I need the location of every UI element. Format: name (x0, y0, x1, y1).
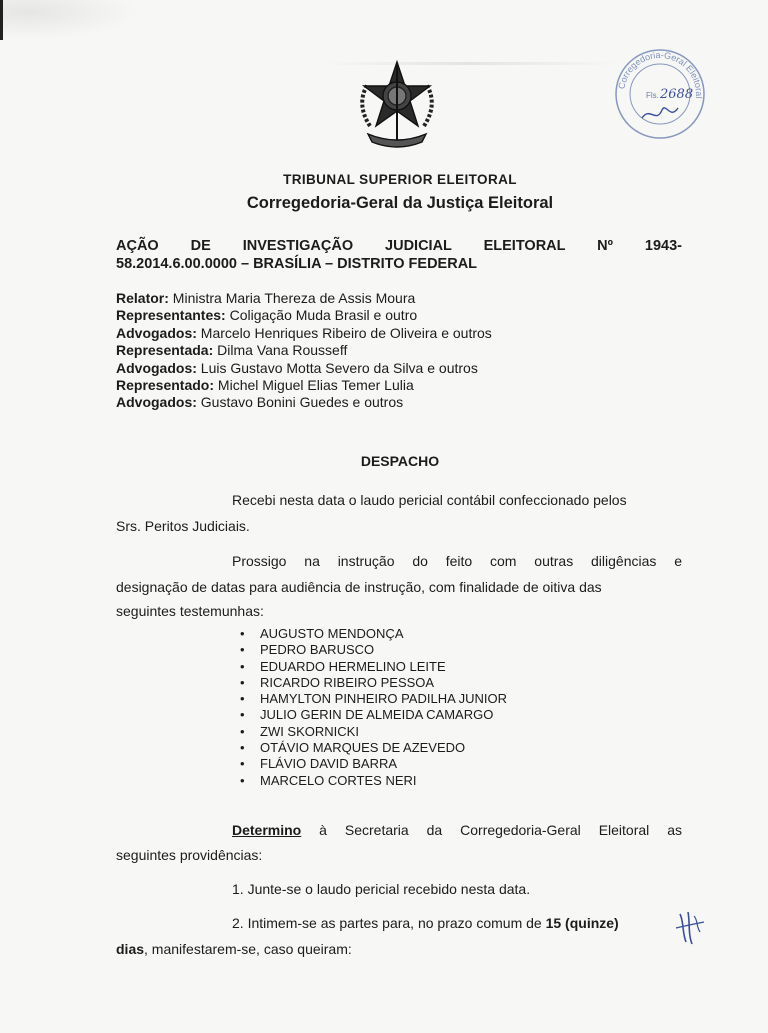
order-item-2-continuation (116, 936, 352, 964)
order-item-2-days: dias (116, 941, 145, 957)
party-name: Marcelo Henriques Ribeiro de Oliveira e outros (200, 324, 492, 341)
court-name: TRIBUNAL SUPERIOR ELEITORAL (283, 172, 517, 187)
paragraph-1-line1: Recebi nesta data o laudo pericial contábil confeccionado pelos (232, 492, 627, 508)
paragraph-2-line3: seguintes testemunhas: (116, 603, 264, 619)
case-word: AÇÃO (116, 238, 159, 254)
case-title-line1 (116, 238, 682, 254)
paragraph-2-line2: designação de datas para audiência de instrução, com finalidade de oitiva das (116, 579, 602, 595)
witness-item: • PEDRO BARUSCO (240, 642, 507, 658)
case-word: DE (190, 238, 211, 254)
party-name: Michel Miguel Elias Temer Lulia (217, 377, 414, 394)
party-role: Relator: (116, 290, 169, 306)
witness-item: • JULIO GERIN DE ALMEIDA CAMARGO (240, 707, 507, 723)
scan-smudge (0, 0, 140, 40)
party-line (116, 377, 492, 394)
court-division: Corregedoria-Geral da Justiça Eleitoral (246, 194, 554, 212)
party-role: Advogados: (116, 359, 197, 376)
party-role: Representada: (116, 342, 214, 359)
parties-block (116, 290, 492, 412)
paragraph-2-line1: Prossigo na instrução do feito com outras diligências e (232, 553, 682, 569)
party-role: Advogados: (116, 324, 197, 341)
witness-item: • HAMYLTON PINHEIRO PADILHA JUNIOR (240, 691, 507, 707)
page-number-stamp (612, 46, 708, 142)
order-item-2 (232, 910, 619, 938)
paragraph-3-line2: seguintes providências: (116, 847, 263, 863)
stamp-page-number: 2688 (660, 87, 694, 102)
paragraph-3-lead: Determino (232, 822, 302, 838)
party-role: Representantes: (116, 307, 226, 324)
party-name: Luis Gustavo Motta Severo da Silva e outros (200, 359, 478, 376)
coat-of-arms-icon (352, 56, 442, 151)
witness-item: • RICARDO RIBEIRO PESSOA (240, 675, 507, 691)
witness-item: • OTÁVIO MARQUES DE AZEVEDO (240, 740, 507, 756)
party-line (116, 394, 492, 411)
stamp-label: Fls. (646, 91, 659, 100)
witness-item: • ZWI SKORNICKI (240, 724, 507, 740)
party-line (116, 360, 492, 377)
case-word: Nº (597, 238, 613, 254)
party-line (116, 307, 492, 324)
witness-item: • AUGUSTO MENDONÇA (240, 626, 507, 642)
party-line (116, 290, 492, 307)
party-name: Coligação Muda Brasil e outro (229, 307, 418, 324)
stamp-signature (642, 108, 678, 118)
order-item-1: 1. Junte-se o laudo pericial recebido nesta data. (232, 881, 531, 897)
party-role: Representado: (116, 377, 215, 394)
party-line (116, 342, 492, 359)
witness-item: • FLÁVIO DAVID BARRA (240, 756, 507, 772)
party-name: Dilma Vana Rousseff (217, 342, 348, 359)
party-line (116, 325, 492, 342)
party-name: Gustavo Bonini Guedes e outros (200, 394, 404, 411)
order-item-2-text: 2. Intimem-se as partes para, no prazo comum de (232, 915, 546, 931)
witness-item: • MARCELO CORTES NERI (240, 773, 507, 789)
case-title-line2: 58.2014.6.00.0000 – BRASÍLIA – DISTRITO FEDERAL (116, 256, 478, 272)
paragraph-3-line1 (232, 817, 682, 845)
order-item-2-bold: 15 (quinze) (545, 915, 619, 931)
case-word: JUDICIAL (385, 238, 452, 254)
paragraph-1-line2: Srs. Peritos Judiciais. (116, 518, 250, 534)
case-word: INVESTIGAÇÃO (242, 238, 354, 254)
party-role: Advogados: (116, 394, 197, 411)
party-name: Ministra Maria Thereza de Assis Moura (172, 290, 416, 306)
witness-list (240, 626, 507, 789)
witness-item: • EDUARDO HERMELINO LEITE (240, 659, 507, 675)
section-heading: DESPACHO (360, 453, 440, 469)
case-word: 1943- (644, 238, 682, 254)
order-item-2-rest: , manifestarem-se, caso queiram: (144, 941, 352, 957)
handwritten-initials (674, 908, 706, 948)
case-word: ELEITORAL (483, 238, 566, 254)
stamp-ring-text: Corregedoria-Geral Eleitoral (616, 49, 705, 99)
paragraph-3-rest: à Secretaria da Corregedoria-Geral Eleitoral as (301, 822, 682, 838)
